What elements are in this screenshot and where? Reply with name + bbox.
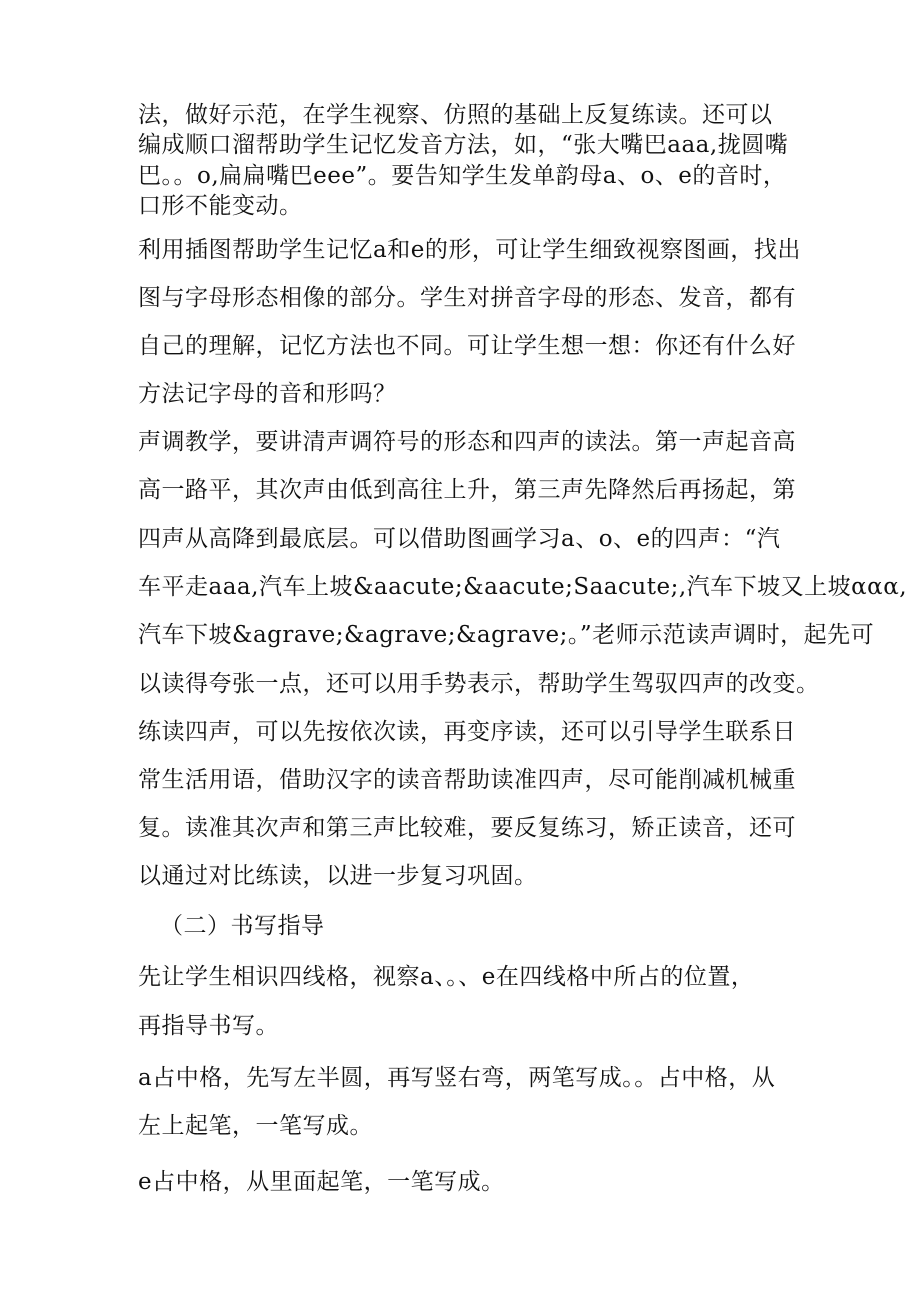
text-line: 自己的理解，记忆方法也不同。可让学生想一想：你还有什么好 — [138, 333, 796, 359]
text-line: 以读得夸张一点，还可以用手势表示，帮助学生驾驭四声的改变。 — [138, 671, 820, 697]
text-line: 先让学生相识四线格，视察a、。、e在四线格中所占的位置， — [138, 964, 755, 990]
text-line: 利用插图帮助学生记忆a和e的形，可让学生细致视察图画，找出 — [138, 237, 801, 263]
text-line: 口形不能变动。 — [138, 193, 303, 219]
text-line: 常生活用语，借助汉字的读音帮助读准四声，尽可能削减机械重 — [138, 767, 796, 793]
text-line: 左上起笔，一笔写成。 — [138, 1113, 373, 1139]
text-line: 巴。。o,扁扁嘴巴eee”。要告知学生发单韵母a、o、e的音时， — [138, 163, 787, 189]
text-line: 编成顺口溜帮助学生记忆发音方法，如，“张大嘴巴aaa,拢圆嘴 — [138, 132, 789, 158]
text-line: 汽车下坡&agrave;&agrave;&agrave;。”老师示范读声调时，起先可 — [138, 622, 875, 648]
text-line: 练读四声，可以先按依次读，再变序读，还可以引导学生联系日 — [138, 719, 796, 745]
text-line: 图与字母形态相像的部分。学生对拼音字母的形态、发音，都有 — [138, 285, 796, 311]
text-line: a占中格，先写左半圆，再写竖右弯，两笔写成。。占中格，从 — [138, 1065, 776, 1091]
section-heading: （二）书写指导 — [160, 913, 325, 939]
text-line: 方法记字母的音和形吗？ — [138, 381, 397, 407]
text-line: 复。读准其次声和第三声比较难，要反复练习，矫正读音，还可 — [138, 815, 796, 841]
text-line: 车平走aaa,汽车上坡&aacute;&aacute;Saacute;,汽车下坡又上坡ααα, — [138, 574, 908, 600]
text-line: 高一路平，其次声由低到高往上升，第三声先降然后再扬起，第 — [138, 477, 796, 503]
text-line: 声调教学，要讲清声调符号的形态和四声的读法。第一声起音高 — [138, 429, 796, 455]
text-line: 法，做好示范，在学生视察、仿照的基础上反复练读。还可以 — [138, 102, 773, 128]
text-line: 再指导书写。 — [138, 1013, 279, 1039]
text-line: 以通过对比练读，以进一步复习巩固。 — [138, 863, 538, 889]
text-line: 四声从高降到最底层。可以借助图画学习a、o、e的四声：“汽 — [138, 526, 781, 552]
text-line: e占中格，从里面起笔，一笔写成。 — [138, 1169, 505, 1195]
